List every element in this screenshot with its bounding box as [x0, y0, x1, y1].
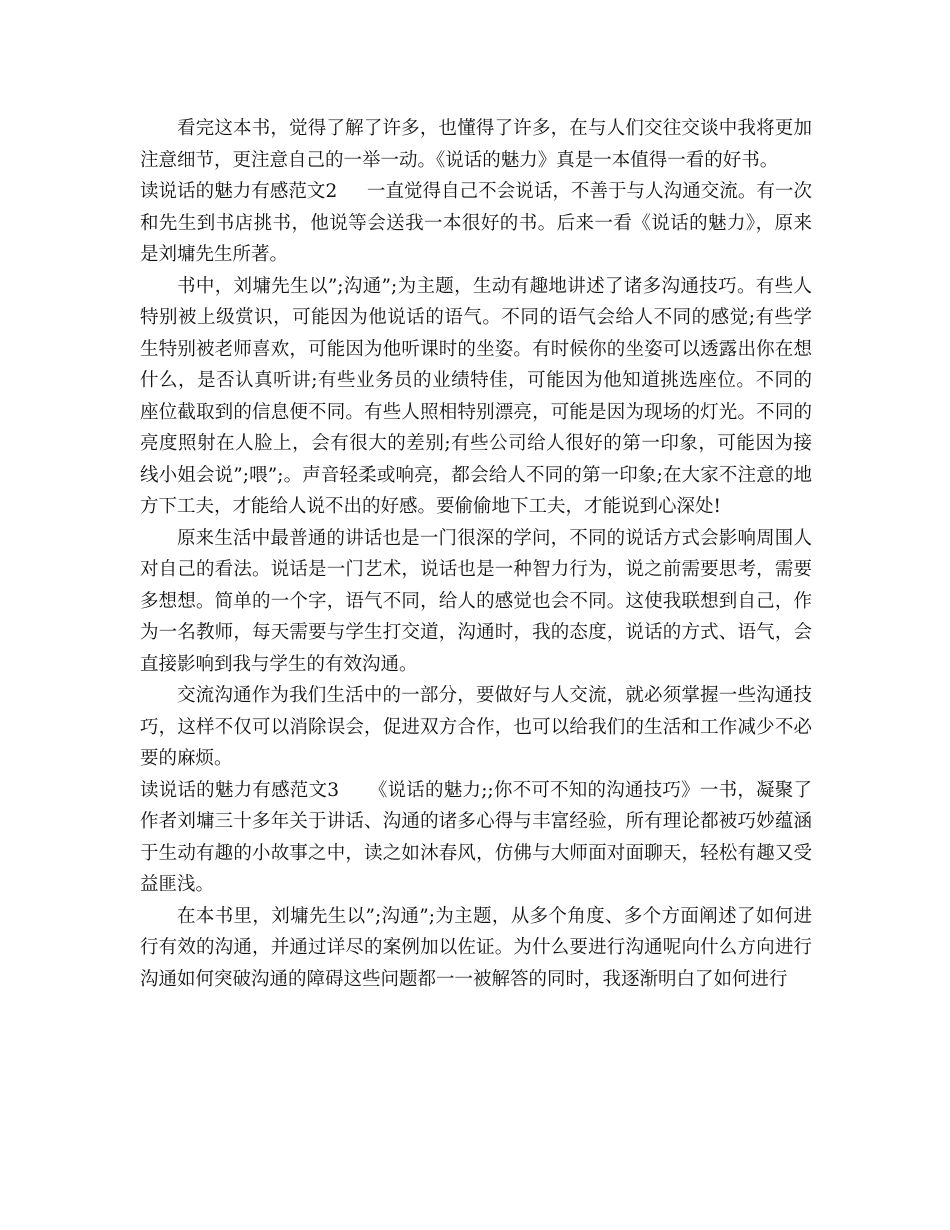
paragraph-2-text: 一直觉得自己不会说话，不善于与人沟通交流。有一次和先生到书店挑书，他说等会送我一本很好的书。后来一看《说话的魅力》，原来是刘墉先生所著。: [140, 181, 812, 265]
paragraph-6-with-heading: [140, 775, 812, 901]
paragraph-3: 书中，刘墉先生以”;沟通”;为主题，生动有趣地讲述了诸多沟通技巧。有些人特别被上级赏识，可能因为他说话的语气。不同的语气会给人不同的感觉;有些学生特别被老师喜欢，可能因为他听课时的坐姿。有时候你的坐姿可以透露出你在想什么，是否认真听讲;有些业务员的业绩特佳，可能因为他知道挑选座位。不同的座位截取到的信息便不同。有些人照相特别漂亮，可能是因为现场的灯光。不同的亮度照射在人脸上，会有很大的差别;有些公司给人很好的第一印象，可能因为接线小姐会说”;喂”;。声音轻柔或响亮，都会给人不同的第一印象;在大家不注意的地方下工夫，才能给人说不出的好感。要偷偷地下工夫，才能说到心深处!: [140, 275, 812, 517]
paragraph-5: 交流沟通作为我们生活中的一部分，要做好与人交流，就必须掌握一些沟通技巧，这样不仅可以消除误会，促进双方合作，也可以给我们的生活和工作减少不必要的麻烦。: [140, 685, 812, 769]
paragraph-6-text: 《说话的魅力;;你不可不知的沟通技巧》一书，凝聚了作者刘墉三十多年关于讲话、沟通的诸多心得与丰富经验，所有理论都被巧妙蕴涵于生动有趣的小故事之中，读之如沐春风，仿佛与大师面对面聊天，轻松有趣又受益匪浅。: [140, 779, 812, 895]
paragraph-2-with-heading: [140, 176, 812, 271]
paragraph-4: 原来生活中最普通的讲话也是一门很深的学问，不同的说话方式会影响周围人对自己的看法。说话是一门艺术，说话也是一种智力行为，说之前需要思考，需要多想想。简单的一个字，语气不同，给人的感觉也会不同。这使我联想到自己，作为一名教师，每天需要与学生打交道，沟通时，我的态度，说话的方式、语气，会直接影响到我与学生的有效沟通。: [140, 527, 812, 675]
paragraph-7: 在本书里，刘墉先生以”;沟通”;为主题，从多个角度、多个方面阐述了如何进行有效的沟通，并通过详尽的案例加以佐证。为什么要进行沟通呢向什么方向进行沟通如何突破沟通的障碍这些问题都一一被解答的同时，我逐渐明白了如何进行: [140, 905, 812, 990]
section-heading-2: 读说话的魅力有感范文2: [140, 181, 338, 202]
paragraph-1: 看完这本书，觉得了解了许多，也懂得了许多，在与人们交往交谈中我将更加注意细节，更注意自己的一举一动。《说话的魅力》真是一本值得一看的好书。: [140, 118, 812, 171]
section-heading-3: 读说话的魅力有感范文3: [140, 779, 340, 801]
document-page: [140, 113, 812, 995]
